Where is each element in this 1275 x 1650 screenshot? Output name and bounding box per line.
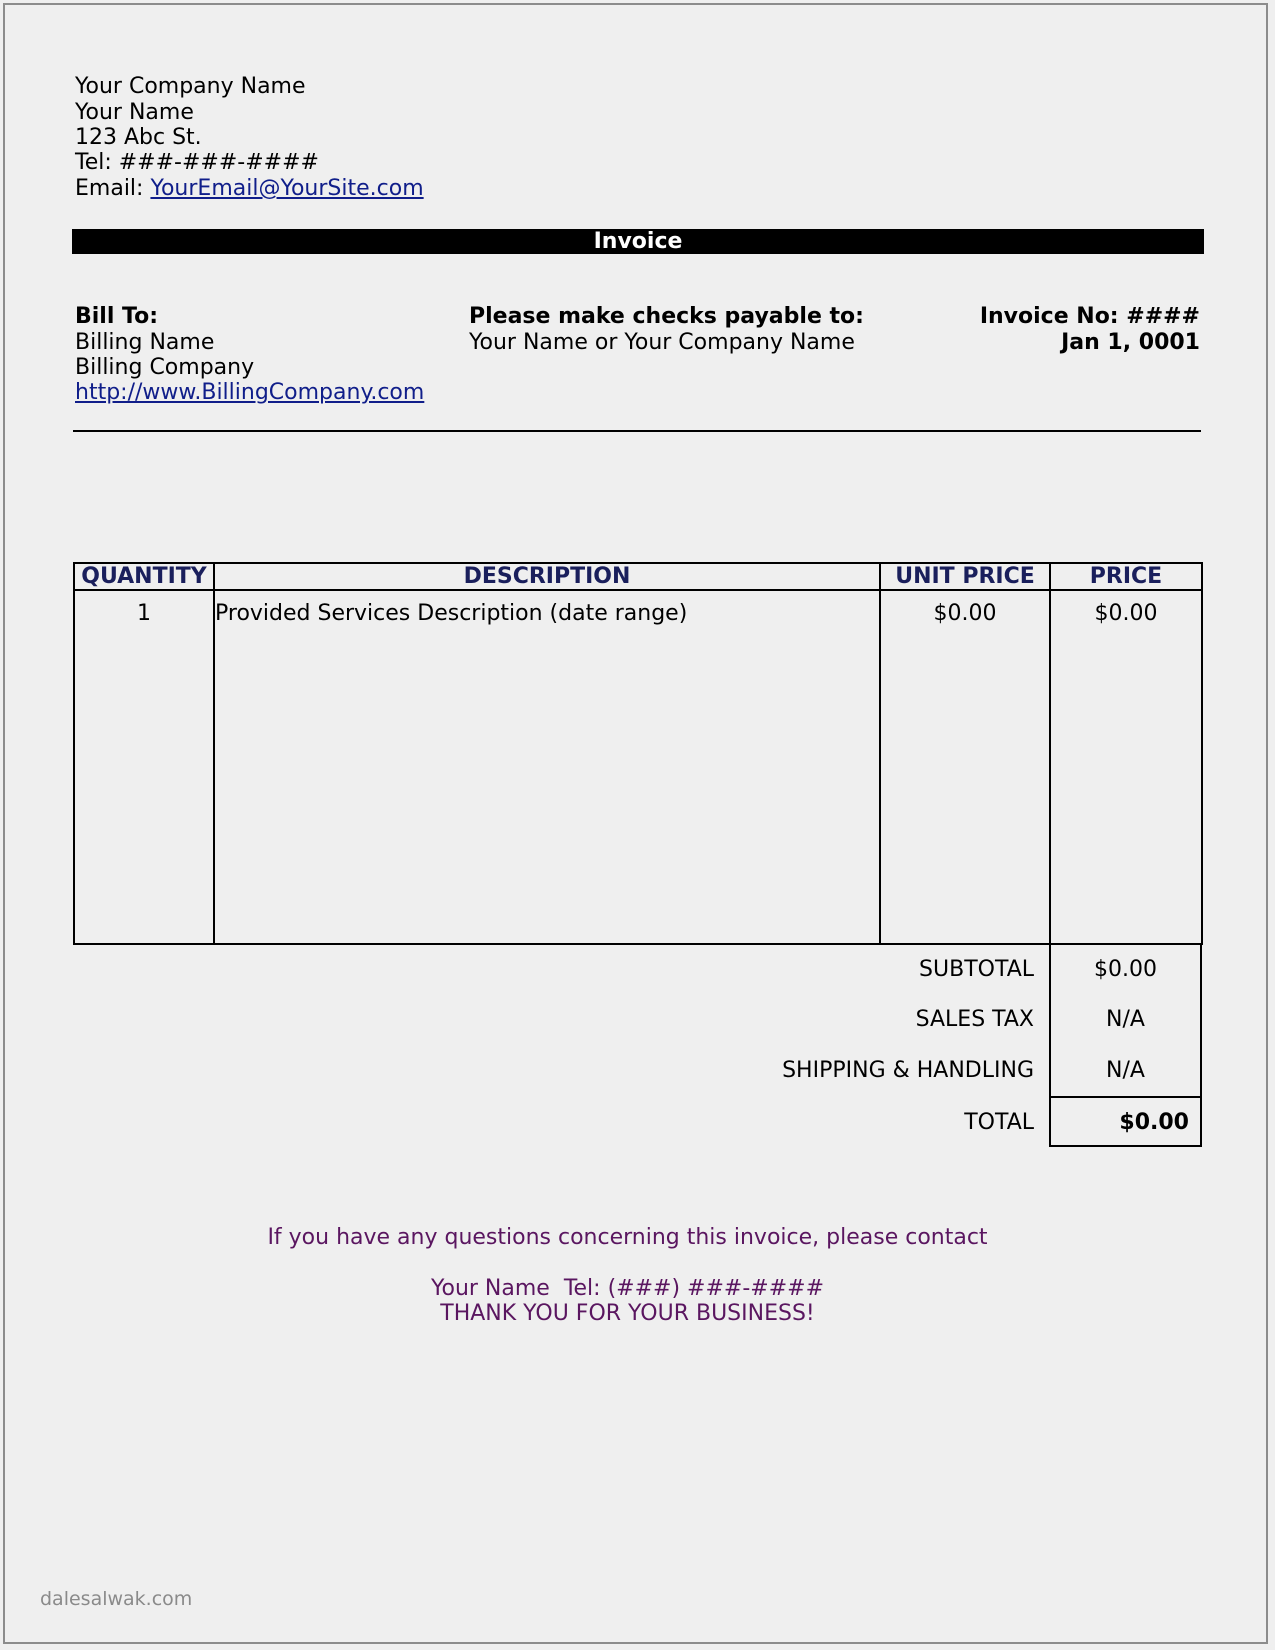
cell-description: Provided Services Description (date range) xyxy=(214,590,880,944)
line-items-table xyxy=(73,562,1203,945)
header-unit-price: UNIT PRICE xyxy=(880,563,1050,590)
sender-address: 123 Abc St. xyxy=(75,125,202,150)
sender-company: Your Company Name xyxy=(75,74,306,99)
header-quantity: QUANTITY xyxy=(74,563,214,590)
bill-to-heading: Bill To: xyxy=(75,304,159,329)
sender-email-link[interactable]: YourEmail@YourSite.com xyxy=(150,176,424,201)
sender-email-label: Email: xyxy=(75,176,144,201)
total-label: TOTAL xyxy=(964,1110,1034,1135)
contact-text: Your Name Tel: (###) ###-#### xyxy=(430,1276,825,1301)
table-header-row xyxy=(74,563,1202,590)
sender-name: Your Name xyxy=(75,100,194,125)
thank-you-text: THANK YOU FOR YOUR BUSINESS! xyxy=(440,1301,815,1326)
watermark-text: dalesalwak.com xyxy=(40,1588,193,1610)
cell-unit-price: $0.00 xyxy=(880,590,1050,944)
billing-company: Billing Company xyxy=(75,355,255,380)
cell-quantity: 1 xyxy=(74,590,214,944)
payable-heading: Please make checks payable to: xyxy=(469,304,864,329)
shipping-label: SHIPPING & HANDLING xyxy=(782,1058,1034,1083)
header-description: DESCRIPTION xyxy=(214,563,880,590)
questions-text: If you have any questions concerning this invoice, please contact xyxy=(267,1225,988,1250)
sender-email-row xyxy=(75,176,424,201)
invoice-number: Invoice No: #### xyxy=(979,304,1200,329)
payable-value: Your Name or Your Company Name xyxy=(469,330,855,355)
sales-tax-value: N/A xyxy=(1106,1007,1145,1032)
divider-line xyxy=(73,430,1201,432)
total-value: $0.00 xyxy=(1119,1110,1189,1135)
billing-name: Billing Name xyxy=(75,330,215,355)
shipping-value: N/A xyxy=(1106,1058,1145,1083)
subtotal-label: SUBTOTAL xyxy=(919,957,1034,982)
sales-tax-label: SALES TAX xyxy=(915,1007,1034,1032)
subtotal-value: $0.00 xyxy=(1094,957,1157,982)
sender-tel: Tel: ###-###-#### xyxy=(75,150,319,175)
billing-url-link[interactable]: http://www.BillingCompany.com xyxy=(75,380,425,405)
invoice-banner: Invoice xyxy=(72,229,1204,254)
header-price: PRICE xyxy=(1050,563,1202,590)
table-row xyxy=(74,590,1202,944)
cell-price: $0.00 xyxy=(1050,590,1202,944)
invoice-date: Jan 1, 0001 xyxy=(1061,330,1200,355)
